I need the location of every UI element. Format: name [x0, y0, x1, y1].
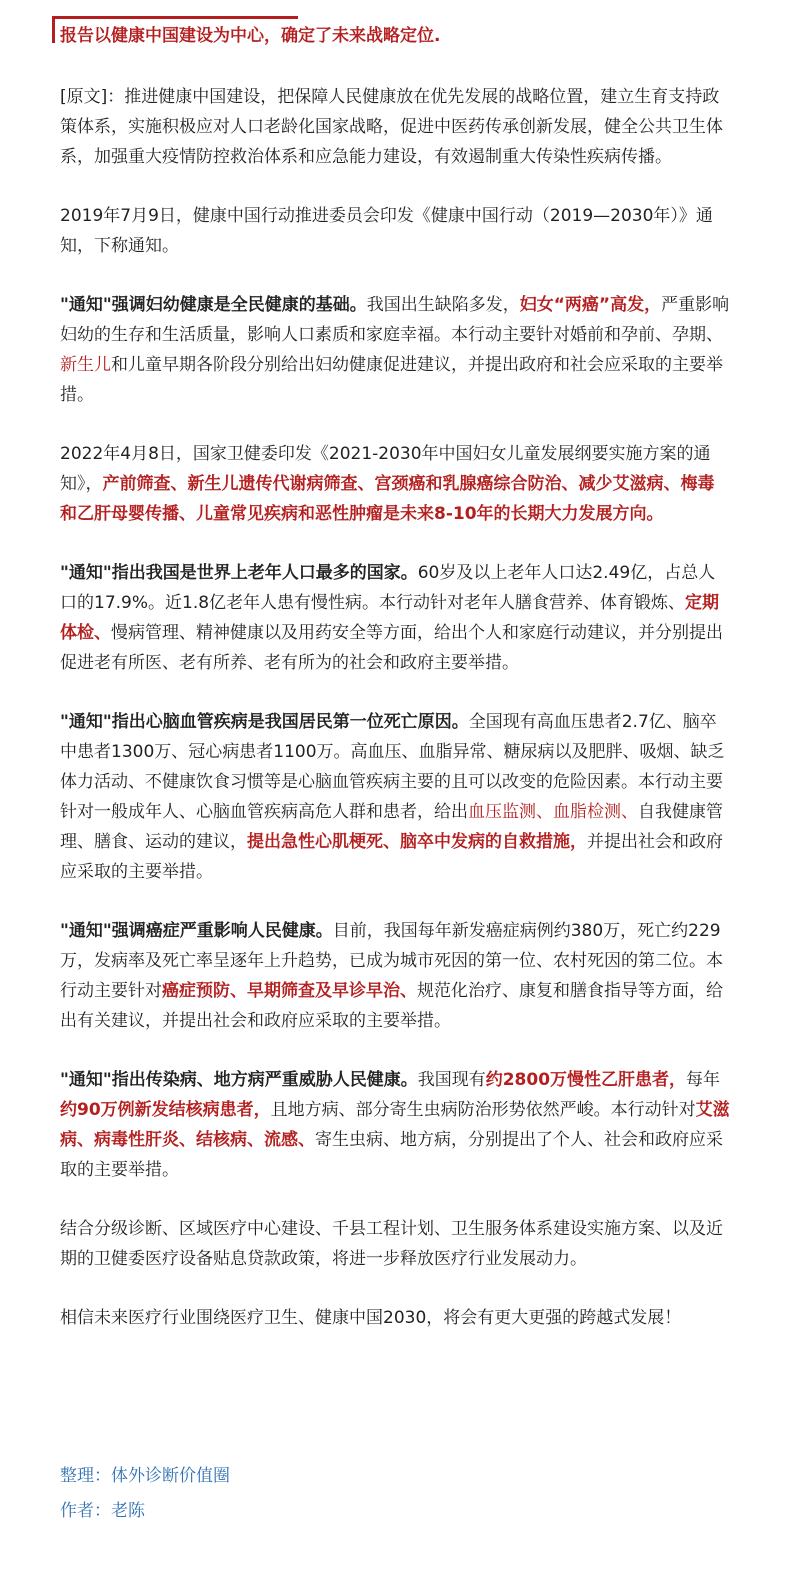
- highlight-text: 妇女“两癌”高发，: [519, 295, 662, 315]
- paragraph-text: 和儿童早期各阶段分别给出妇幼健康促进建议，并提出政府和社会应采取的主要举措。: [60, 355, 723, 405]
- paragraph-cardiovascular: [60, 707, 730, 887]
- article-body: [60, 82, 730, 1362]
- article-heading: 报告以健康中国建设为中心，确定了未来战略定位.: [60, 26, 441, 46]
- paragraph-lead: "通知"强调妇幼健康是全民健康的基础。: [60, 295, 367, 315]
- highlight-text: 约2800万慢性乙肝患者，: [485, 1070, 687, 1090]
- paragraph-text: 且地方病、部分寄生虫病防治形势依然严峻。本行动针对: [270, 1100, 696, 1120]
- paragraph-maternal-child: [60, 290, 730, 410]
- paragraph-text: 自我健康管理、膳食、运动的建议，: [60, 802, 723, 852]
- paragraph-2019-notice: [60, 201, 730, 261]
- paragraph-text: [原文]：推进健康中国建设，把保障人民健康放在优先发展的战略位置，建立生育支持政策体系，实施积极应对人口老龄化国家战略，促进中医药传承创新发展，健全公共卫生体系，加强重大疫情防控救治体系和应急能力建设，有效遏制重大传染性疾病传播。: [60, 87, 723, 167]
- highlight-text: 提出急性心肌梗死、脑卒中发病的自救措施，: [247, 832, 587, 852]
- paragraph-2022-notice: [60, 439, 730, 529]
- paragraph-text: 我国现有: [417, 1070, 486, 1090]
- paragraph-text: 2019年7月9日，健康中国行动推进委员会印发《健康中国行动（2019—2030年）》通知，下称通知。: [60, 206, 713, 256]
- footer-editor: 整理：体外诊断价值圈: [60, 1466, 230, 1486]
- highlight-text: 产前筛查、新生儿遗传代谢病筛查、宫颈癌和乳腺癌综合防治、减少艾滋病、梅毒和乙肝母婴传播、儿童常见疾病和恶性肿瘤是未来8-10年的长期大力发展方向。: [60, 474, 715, 524]
- paragraph-cancer: [60, 916, 730, 1036]
- highlight-text: 约90万例新发结核病患者，: [60, 1100, 271, 1120]
- paragraph-text: 全国现有高血压患者2.7亿、脑卒中患者1300万、冠心病患者1100万。高血压、血脂异常、糖尿病以及肥胖、吸烟、缺乏体力活动、不健康饮食习惯等是心脑血管疾病主要的且可以改变的危险因素。本行动主要针对一般成年人、心脑血管疾病高危人群和患者，给出: [60, 712, 725, 822]
- paragraph-policy-summary: [60, 1214, 730, 1274]
- paragraph-infectious-disease: [60, 1065, 730, 1185]
- paragraph-text: 严重影响妇幼的生存和生活质量，影响人口素质和家庭幸福。本行动主要针对婚前和孕前、孕期、: [60, 295, 730, 345]
- paragraph-lead: "通知"指出我国是世界上老年人口最多的国家。: [60, 563, 418, 583]
- paragraph-text: 结合分级诊断、区域医疗中心建设、千县工程计划、卫生服务体系建设实施方案、以及近期的卫健委医疗设备贴息贷款政策，将进一步释放医疗行业发展动力。: [60, 1219, 723, 1269]
- footer-author: 作者：老陈: [60, 1501, 145, 1521]
- paragraph-conclusion: [60, 1303, 730, 1333]
- highlight-text: 新生儿: [60, 355, 111, 375]
- paragraph-text: 相信未来医疗行业围绕医疗卫生、健康中国2030，将会有更大更强的跨越式发展！: [60, 1308, 682, 1328]
- paragraph-lead: "通知"指出心脑血管疾病是我国居民第一位死亡原因。: [60, 712, 469, 732]
- paragraph-text: 目前，我国每年新发癌症病例约380万，死亡约229万，发病率及死亡率呈逐年上升趋势，已成为城市死因的第一位、农村死因的第二位。本行动主要针对: [60, 921, 723, 1001]
- highlight-text: 定期体检、: [60, 593, 720, 643]
- paragraph-text: 我国出生缺陷多发，: [366, 295, 520, 315]
- highlight-text: 癌症预防、早期筛查及早诊早治、: [162, 981, 417, 1001]
- highlight-text: 艾滋病、病毒性肝炎、结核病、流感、: [60, 1100, 730, 1150]
- paragraph-elderly: [60, 558, 730, 678]
- paragraph-lead: "通知"指出传染病、地方病严重威胁人民健康。: [60, 1070, 418, 1090]
- paragraph-text: 慢病管理、精神健康以及用药安全等方面，给出个人和家庭行动建议，并分别提出促进老有所医、老有所养、老有所为的社会和政府主要举措。: [60, 623, 723, 673]
- paragraph-original-text: [60, 82, 730, 172]
- highlight-text: 血压监测、血脂检测、: [468, 802, 638, 822]
- paragraph-text: 每年: [686, 1070, 721, 1090]
- paragraph-text: 2022年4月8日，国家卫健委印发《2021-2030年中国妇女儿童发展纲要实施方案的通知》，: [60, 444, 711, 494]
- paragraph-text: 并提出社会和政府应采取的主要举措。: [60, 832, 723, 882]
- paragraph-text: 规范化治疗、康复和膳食指导等方面，给出有关建议，并提出社会和政府应采取的主要举措。: [60, 981, 723, 1031]
- paragraph-text: 寄生虫病、地方病，分别提出了个人、社会和政府应采取的主要举措。: [60, 1130, 723, 1180]
- paragraph-lead: "通知"强调癌症严重影响人民健康。: [60, 921, 333, 941]
- paragraph-text: 60岁及以上老年人口达2.49亿，占总人口的17.9%。近1.8亿老年人患有慢性病。本行动针对老年人膳食营养、体育锻炼、: [60, 563, 716, 613]
